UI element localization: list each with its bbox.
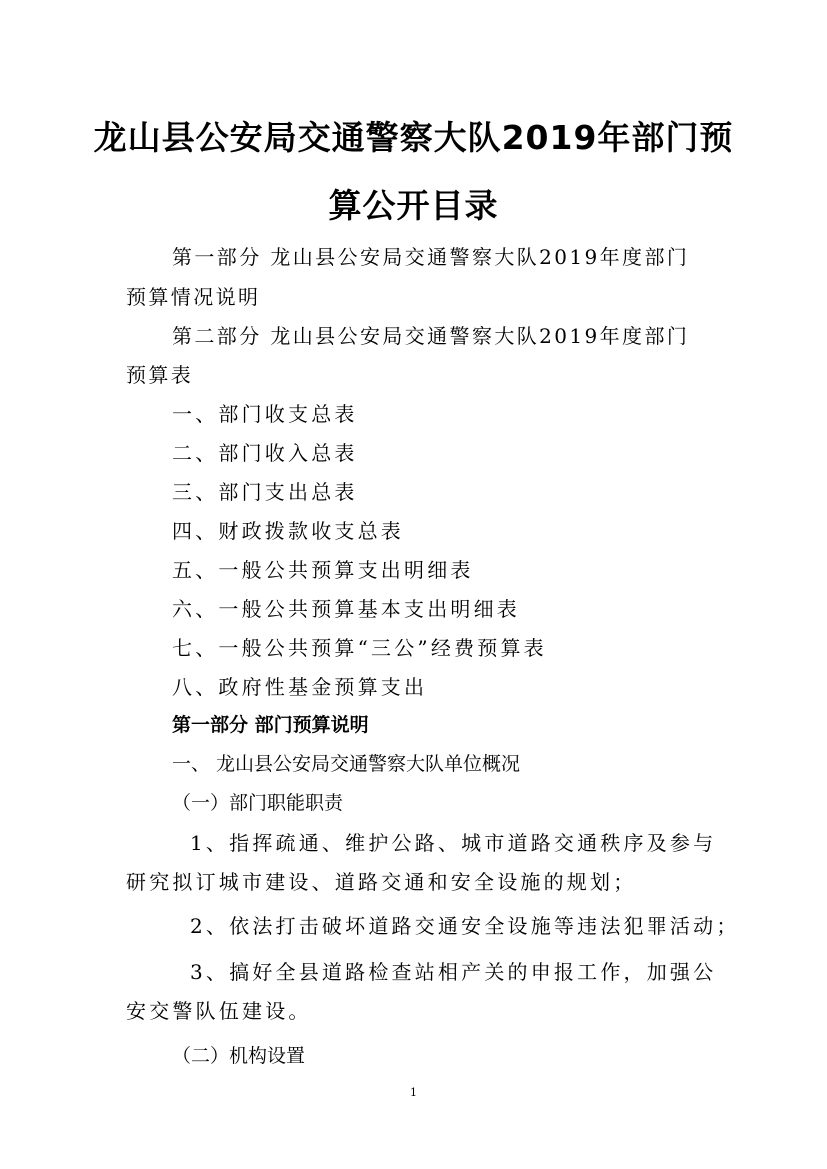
duty-3-line-2: 安交警队伍建设。	[126, 999, 312, 1023]
toc-item: 六、一般公共预算基本支出明细表	[172, 597, 520, 621]
document-title-line-1: 龙山县公安局交通警察大队2019年部门预	[93, 118, 734, 157]
document-title-line-2: 算公开目录	[328, 186, 499, 225]
section-heading: 第一部分 部门预算说明	[172, 714, 369, 736]
toc-item: 八、政府性基金预算支出	[172, 675, 428, 699]
sub-heading-organization: （二）机构设置	[172, 1045, 306, 1067]
duty-2-line-1: 2、依法打击破坏道路交通安全设施等违法犯罪活动；	[190, 914, 740, 938]
duty-1-line-1: 1、指挥疏通、维护公路、城市道路交通秩序及参与	[190, 831, 717, 855]
toc-item: 三、部门支出总表	[172, 480, 358, 504]
toc-item: 二、部门收入总表	[172, 441, 358, 465]
toc-part2-line-2: 预算表	[126, 363, 194, 387]
page-number: 1	[410, 1086, 417, 1099]
sub-heading-duties: （一）部门职能职责	[172, 792, 344, 814]
toc-part1-line-2: 预算情况说明	[126, 285, 261, 309]
subsection-heading: 一、 龙山县公安局交通警察大队单位概况	[172, 753, 521, 775]
duty-3-line-1: 3、搞好全县道路检查站相产关的申报工作，加强公	[190, 960, 717, 984]
toc-item: 一、部门收支总表	[172, 402, 358, 426]
duty-1-line-2: 研究拟订城市建设、道路交通和安全设施的规划；	[126, 870, 637, 894]
toc-part1-line-1: 第一部分 龙山县公安局交通警察大队2019年度部门	[172, 245, 690, 269]
toc-item: 五、一般公共预算支出明细表	[172, 558, 474, 582]
toc-item: 七、一般公共预算“三公”经费预算表	[172, 636, 547, 660]
toc-part2-line-1: 第二部分 龙山县公安局交通警察大队2019年度部门	[172, 324, 690, 348]
toc-item: 四、财政拨款收支总表	[172, 519, 404, 543]
